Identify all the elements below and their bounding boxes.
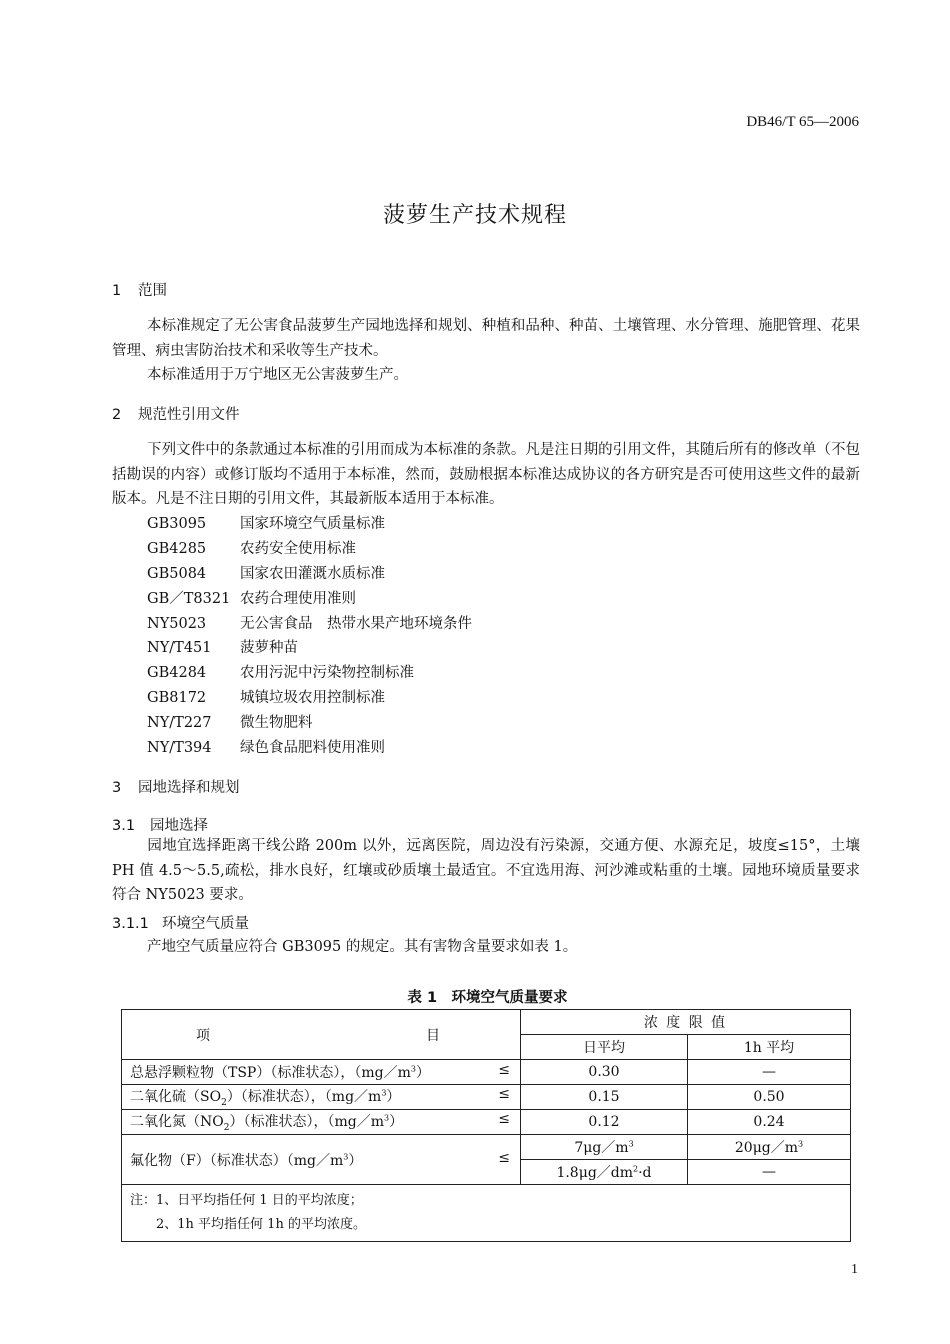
superscript: 3 xyxy=(383,1113,390,1123)
reference-name: 无公害食品 热带水果产地环境条件 xyxy=(240,615,472,632)
section-title: 范围 xyxy=(138,283,167,299)
reference-code: GB8172 xyxy=(147,690,207,707)
superscript: 3 xyxy=(798,1139,804,1149)
item-name-mid: ）（标准状态），（mg／m xyxy=(226,1089,382,1106)
reference-item xyxy=(147,686,472,711)
reference-code: NY/T227 xyxy=(147,715,212,732)
item-name-end: ） xyxy=(389,1114,404,1131)
reference-item xyxy=(147,562,472,587)
section-3-1-heading xyxy=(112,814,208,835)
reference-code: GB4285 xyxy=(147,540,207,557)
reference-list xyxy=(147,512,472,761)
table-note-row xyxy=(122,1185,851,1242)
item-name-end: ） xyxy=(348,1152,363,1169)
reference-code: NY5023 xyxy=(147,615,207,632)
item-name: 二氧化氮（NO xyxy=(130,1114,224,1131)
le-symbol: ≤ xyxy=(498,1111,510,1128)
reference-name: 农药安全使用标准 xyxy=(240,540,356,557)
header-item-cell xyxy=(122,1010,521,1060)
reference-item xyxy=(147,661,472,686)
daily-value xyxy=(521,1135,688,1160)
item-name-end: ） xyxy=(386,1089,401,1106)
item-name-mid: ）（标准状态），（mg／m xyxy=(229,1114,384,1131)
superscript: 3 xyxy=(410,1064,416,1074)
reference-code: GB4284 xyxy=(147,665,207,682)
le-symbol: ≤ xyxy=(498,1149,510,1166)
header-limit-cell: 浓 度 限 值 xyxy=(521,1010,851,1035)
le-symbol: ≤ xyxy=(498,1062,510,1078)
item-cell xyxy=(122,1110,521,1135)
section-1-paragraph-2 xyxy=(112,363,860,388)
reference-item xyxy=(147,587,472,612)
air-quality-table xyxy=(121,1009,851,1242)
le-symbol: ≤ xyxy=(498,1086,510,1103)
section-1-heading xyxy=(112,279,167,300)
value-text: 7μg／m xyxy=(574,1140,629,1156)
superscript: 3 xyxy=(343,1151,349,1161)
daily-value: 0.15 xyxy=(521,1085,688,1110)
reference-code: GB5084 xyxy=(147,565,207,582)
note-line-1: 注：1、日平均指任何 1 日的平均浓度； xyxy=(130,1193,363,1208)
section-title: 规范性引用文件 xyxy=(138,407,240,423)
paragraph-text: 产地空气质量应符合 GB3095 的规定。其有害物含量要求如表 1。 xyxy=(147,939,578,955)
table-row xyxy=(122,1135,851,1160)
item-cell xyxy=(122,1135,521,1185)
section-number: 3.1.1 xyxy=(112,916,149,932)
header-hourly-cell: 1h 平均 xyxy=(688,1035,851,1060)
reference-code: NY/T451 xyxy=(147,640,212,657)
reference-name: 绿色食品肥料使用准则 xyxy=(240,740,385,757)
hourly-value: 0.24 xyxy=(688,1110,851,1135)
section-number: 2 xyxy=(112,407,122,423)
value-text: 20μg／m xyxy=(734,1140,799,1156)
table-note xyxy=(122,1185,851,1242)
reference-name: 城镇垃圾农用控制标准 xyxy=(240,690,385,707)
note-line-2: 2、1h 平均指任何 1h 的平均浓度。 xyxy=(156,1217,366,1232)
hourly-value: 0.50 xyxy=(688,1085,851,1110)
section-3-1-1-heading xyxy=(112,912,249,933)
reference-item xyxy=(147,711,472,736)
section-3-heading xyxy=(112,776,240,797)
section-number: 3.1 xyxy=(112,818,136,834)
document-code: DB46/T 65—2006 xyxy=(746,114,859,130)
section-2-heading xyxy=(112,403,240,424)
section-title: 环境空气质量 xyxy=(162,916,249,932)
value-text: 1.8μg／dm xyxy=(556,1165,634,1181)
reference-item xyxy=(147,512,472,537)
reference-code: GB3095 xyxy=(147,516,207,532)
item-name: 氟化物（F）（标准状态）（mg／m xyxy=(130,1152,344,1169)
table-row xyxy=(122,1085,851,1110)
reference-code: NY/T394 xyxy=(147,740,212,757)
reference-code: GB／T8321 xyxy=(147,590,231,607)
section-1-paragraph-1 xyxy=(112,314,860,363)
section-number: 3 xyxy=(112,780,122,796)
paragraph-text: 下列文件中的条款通过本标准的引用而成为本标准的条款。凡是注日期的引用文件，其随后所有的修改单（不包括勘误的内容）或修订版均不适用于本标准，然而，鼓励根据本标准达成协议的各方研究是否可使用这些文件的最新版本。凡是不注日期的引用文件，其最新版本适用于本标准。 xyxy=(112,442,860,507)
reference-name: 微生物肥料 xyxy=(240,715,313,732)
subscript: 2 xyxy=(221,1097,227,1108)
hourly-value xyxy=(688,1135,851,1160)
page-number: 1 xyxy=(851,1262,858,1277)
section-number: 1 xyxy=(112,283,122,299)
item-name: 二氧化硫（SO xyxy=(130,1089,222,1106)
daily-value: 0.12 xyxy=(521,1110,688,1135)
table-row xyxy=(122,1060,851,1085)
superscript: 3 xyxy=(628,1139,634,1149)
reference-item xyxy=(147,537,472,562)
section-title: 园地选择和规划 xyxy=(138,780,240,796)
reference-item xyxy=(147,736,472,761)
section-2-paragraph-1 xyxy=(112,438,860,512)
header-item-label-b: 目 xyxy=(426,1027,440,1044)
subscript: 2 xyxy=(223,1122,230,1133)
superscript: 2 xyxy=(633,1164,639,1174)
reference-name: 农药合理使用准则 xyxy=(240,590,356,607)
header-item-label-a: 项 xyxy=(196,1027,210,1044)
section-3-1-1-paragraph xyxy=(112,935,860,960)
superscript: 3 xyxy=(381,1088,387,1098)
item-name-end: ） xyxy=(415,1065,430,1081)
reference-name: 农用污泥中污染物控制标准 xyxy=(240,665,414,682)
reference-item xyxy=(147,612,472,637)
paragraph-text: 本标准规定了无公害食品菠萝生产园地选择和规划、种植和品种、种苗、土壤管理、水分管理、施肥管理、花果管理、病虫害防治技术和采收等生产技术。 xyxy=(112,318,860,359)
table-row xyxy=(122,1110,851,1135)
hourly-value: — xyxy=(688,1060,851,1085)
header-daily-cell: 日平均 xyxy=(521,1035,688,1060)
page-title: 菠萝生产技术规程 xyxy=(382,203,567,228)
reference-name: 国家环境空气质量标准 xyxy=(240,516,385,532)
daily-value: 0.30 xyxy=(521,1060,688,1085)
paragraph-text: 园地宜选择距离干线公路 200m 以外，远离医院，周边没有污染源，交通方便、水源充足，坡度≤15°，土壤 PH 值 4.5～5.5,疏松，排水良好，红壤或砂质壤土最适宜。不宜选用海、河沙滩或粘重的土壤。园地环境质量要求符合 NY5023 要求。 xyxy=(112,838,860,903)
daily-value xyxy=(521,1160,688,1185)
item-cell xyxy=(122,1060,521,1085)
item-cell xyxy=(122,1085,521,1110)
table-caption: 表 1 环境空气质量要求 xyxy=(407,990,568,1006)
table-header-row xyxy=(122,1010,851,1035)
reference-name: 国家农田灌溉水质标准 xyxy=(240,565,385,582)
item-name: 总悬浮颗粒物（TSP）（标准状态），（mg／m xyxy=(130,1065,411,1081)
paragraph-text: 本标准适用于万宁地区无公害菠萝生产。 xyxy=(147,367,408,383)
section-title: 园地选择 xyxy=(150,818,208,834)
reference-item xyxy=(147,636,472,661)
value-text-end: ·d xyxy=(638,1165,652,1181)
reference-name: 菠萝种苗 xyxy=(240,640,298,657)
hourly-value: — xyxy=(688,1160,851,1185)
section-3-1-paragraph xyxy=(112,834,860,908)
